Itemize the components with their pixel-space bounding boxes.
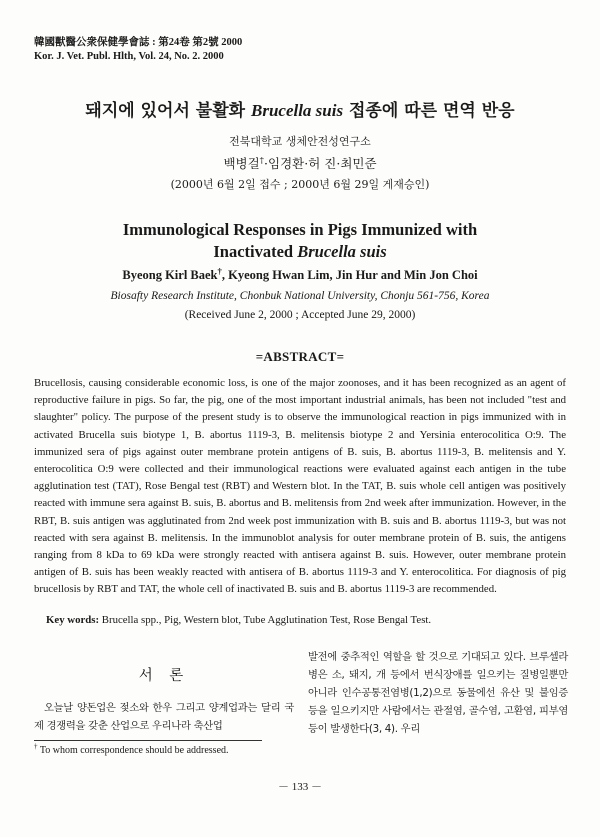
english-affiliation: Biosafty Research Institute, Chonbuk National University, Chonju 561-756, Korea: [110, 290, 490, 302]
keywords-text: Brucella spp., Pig, Western blot, Tube Agglutination Test, Rose Bengal Test.: [101, 614, 432, 626]
intro-right-text: 발전에 중추적인 역할을 할 것으로 기대되고 있다. 브루셀라병은 소, 돼지, 개 등에서 번식장애를 일으키는 질병일뿐만 아니라 인수공통전염병(1,2)으로 동물에선 유산 및 불임증 등을 일으키지만 사람에서는 관절염, 골수염, 고환염, 피부염 등이 발생한다(3, 4). 우리: [308, 651, 568, 735]
corresponding-mark: †: [259, 155, 265, 166]
footnote: † To whom correspondence should be addressed.: [34, 742, 229, 756]
korean-dates: (2000년 6월 2일 접수 ; 2000년 6월 29일 게재승인): [170, 178, 430, 191]
korean-authors: 백병걸†·임경환·허 진·최민준: [223, 155, 377, 171]
abstract-heading: =ABSTRACT=: [255, 349, 345, 364]
page-number: － 133 －: [278, 781, 322, 793]
footnote-divider: [34, 740, 262, 741]
keywords-label: Key words:: [46, 614, 100, 626]
corresponding-mark: †: [217, 265, 222, 276]
english-title: Immunological Responses in Pigs Immunized with Inactivated Brucella suis: [122, 220, 478, 261]
korean-affiliation: 전북대학교 생체안전성연구소: [229, 135, 371, 148]
keywords: [46, 614, 431, 626]
english-dates: (Received June 2, 2000 ; Accepted June 29, 2000): [184, 309, 416, 321]
abstract-body: Brucellosis, causing considerable economic loss, is one of the major zoonoses, and it has been recognized as an agent of reproductive failure in pigs. So far, the pig, one of the most important industrial animals, has been not included "test and slaughter" policy. The purpose of the present study is to observe the immunological reaction in pigs immunized with in activated Brucella suis biotype 1, B. abortus 1119-3, B. melitensis biotype 2 and Yersinia enterocolitica O:9. The immunized sera of pigs against outer membrane protein antigens of B. suis, B. abortus 1119-3, B. melitensis and Y. enterocolitica O:9 were collected and their immunological reactions were evaluated against each antigen in the tube agglutination test (TAT), Rose Bengal test (RBT) and Western blot. In the TAT, B. suis whole cell antigen was positively reacted with immune sera against B. suis, B. abortus and B. melitensis from 2nd week after immunization. However, in the RBT, B. suis antigen was agglutinated from 2nd week post immunization with B. suis and B. abortus 1119-3, but was not reacted with sera against B. melitensis. In the immunoblot analysis for outer membrane protein of B. suis, the antigens ranging from 8 kDa to 69 kDa were strongly reacted with antisera against B. suis. However, outer membrane protein antigen of B. suis has been weakly reacted with antisera of B. abortus 1119-3 and Y. enterocolitica. For diagnosis of pig brucellosis by RBT and TAT, the whole cell of inactivated B. suis and B. abortus 1119-3 are recommended.: [34, 377, 566, 596]
journal-header-english: Kor. J. Vet. Publ. Hlth, Vol. 24, No. 2. 2000: [34, 51, 224, 62]
korean-title: 돼지에 있어서 불활화 Brucella suis 접종에 따른 면역 반응: [85, 101, 515, 121]
journal-header: [34, 36, 242, 64]
intro-heading: 서 론: [138, 668, 190, 684]
english-authors: Byeong Kirl Baek†, Kyeong Hwan Lim, Jin Hur and Min Jon Choi: [122, 265, 478, 282]
intro-left-text: 오늘날 양돈업은 젖소와 한우 그리고 양계업과는 달리 국제 경쟁력을 갖춘 산업으로 우리나라 축산업: [34, 702, 294, 732]
left-column: [34, 650, 294, 735]
journal-header-korean: 韓國獸醫公衆保健學會誌 : 第24卷 第2號 2000: [34, 37, 243, 48]
